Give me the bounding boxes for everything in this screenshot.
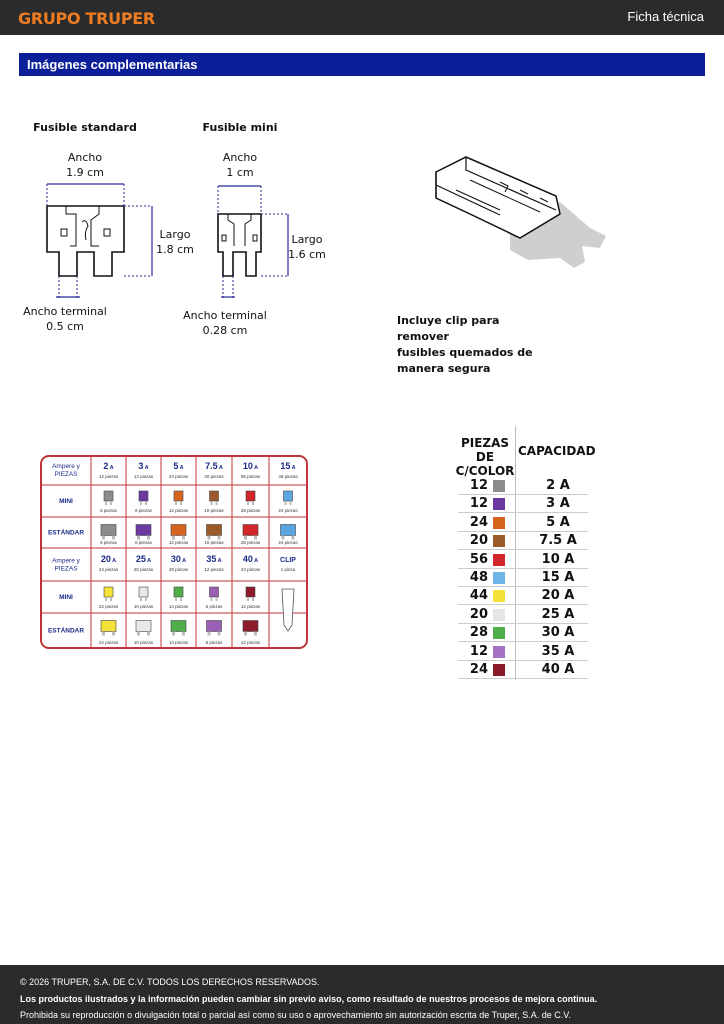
kit-clip-label: CLIP (280, 557, 296, 564)
kit-qty: 12 piezas (133, 474, 154, 479)
row-capacity: 3 A (546, 496, 570, 512)
kit-amp-value: 10 A (242, 461, 259, 471)
kit-mini-fuse (104, 587, 113, 597)
kit-mini-qty: 28 piezas (240, 508, 261, 513)
kit-standard-fuse (207, 525, 222, 536)
kit-standard-fuse (136, 621, 151, 632)
kit-standard-fuse-leg (137, 536, 140, 540)
kit-mini-qty: 10 piezas (133, 604, 154, 609)
kit-amp-value: 15 A (280, 461, 296, 471)
col-pieces-header: PIEZAS DE C/COLOR (455, 436, 515, 478)
kit-standard-qty: 6 piezas (100, 540, 117, 545)
kit-standard-fuse-leg (218, 632, 221, 636)
row-capacity: 5 A (546, 514, 570, 530)
kit-amp-value: 5 A (173, 461, 184, 471)
mini-terminal-label: Ancho terminal 0.28 cm (183, 309, 267, 337)
kit-standard-fuse-leg (182, 536, 185, 540)
kit-standard-fuse (243, 621, 258, 632)
kit-amp-value: 40 A (242, 554, 259, 564)
kit-amp-value: 25 A (135, 554, 152, 564)
row-pieces: 24 (469, 662, 488, 677)
kit-mini-fuse-leg (180, 501, 182, 505)
kit-standard-qty: 10 piezas (133, 640, 154, 645)
row-pieces: 48 (469, 570, 488, 585)
kit-mini-fuse (210, 587, 219, 597)
fuse-dimension-drawing (0, 0, 724, 420)
kit-mini-fuse-leg (211, 501, 213, 505)
kit-standard-fuse-leg (244, 632, 247, 636)
row-capacity: 15 A (541, 570, 575, 585)
row-capacity: 10 A (541, 551, 575, 567)
kit-standard-fuse-leg (147, 536, 150, 540)
color-row (458, 495, 588, 513)
kit-standard-qty: 12 piezas (168, 540, 189, 545)
kit-mini-fuse (284, 491, 293, 501)
color-row (458, 514, 588, 532)
kit-standard-qty: 28 piezas (240, 540, 261, 545)
color-swatch (493, 627, 505, 639)
kit-standard-fuse-leg (218, 536, 221, 540)
kit-qty: 20 piezas (204, 474, 224, 479)
kit-mini-qty: 12 piezas (240, 604, 261, 609)
color-swatch (493, 572, 505, 584)
doc-type-label: Ficha técnica (627, 9, 704, 24)
row-capacity: 20 A (541, 588, 575, 604)
kit-amp-value: 20 A (100, 554, 117, 564)
fuse-puller-clip-icon (436, 157, 606, 268)
kit-mini-fuse-leg (216, 597, 218, 601)
kit-standard-fuse-leg (112, 632, 115, 636)
row-capacity: 2 A (546, 478, 570, 493)
kit-standard-fuse-leg (137, 632, 140, 636)
color-row (458, 532, 588, 550)
color-row (458, 624, 588, 642)
kit-mini-fuse-leg (180, 597, 182, 601)
kit-mini-fuse-leg (110, 597, 112, 601)
kit-mini-fuse (246, 491, 255, 501)
kit-standard-fuse-leg (172, 632, 175, 636)
kit-mini-fuse-leg (247, 501, 249, 505)
row-pieces: 44 (469, 588, 488, 604)
row-capacity: 30 A (541, 625, 575, 641)
kit-standard-fuse-leg (147, 632, 150, 636)
kit-standard-fuse (281, 525, 296, 536)
color-row (458, 606, 588, 624)
standard-width-label: Ancho 1.9 cm (66, 151, 104, 179)
kit-mini-fuse (246, 587, 255, 597)
kit-standard-qty: 6 piezas (135, 540, 152, 545)
kit-mini-fuse-leg (175, 597, 177, 601)
color-row (458, 551, 588, 569)
col-capacity-header: CAPACIDAD (518, 444, 596, 458)
kit-standard-fuse-leg (254, 536, 257, 540)
kit-standard-qty: 22 piezas (98, 640, 119, 645)
kit-mini-qty: 22 piezas (98, 604, 119, 609)
kit-mini-fuse-leg (145, 501, 147, 505)
kit-standard-qty: 12 piezas (240, 640, 261, 645)
kit-mini-fuse-leg (211, 597, 213, 601)
kit-amp-value: 30 A (170, 554, 187, 564)
row-pieces: 56 (469, 551, 488, 567)
kit-mini-fuse (174, 587, 183, 597)
row-pieces: 20 (469, 533, 488, 549)
kit-mini-fuse-leg (145, 597, 147, 601)
kit-qty: 56 piezas (240, 474, 261, 479)
kit-mini-label: MINI (59, 498, 73, 505)
row-capacity: 35 A (541, 643, 575, 659)
kit-clip-qty: 1 pieza (280, 567, 296, 572)
mini-fuse-title: Fusible mini (202, 121, 278, 134)
kit-amp-value: 35 A (206, 554, 222, 564)
kit-standard-fuse (207, 621, 222, 632)
kit-standard-fuse-leg (182, 632, 185, 636)
color-swatch (493, 480, 505, 492)
kit-header-label: PIEZAS (54, 471, 78, 478)
kit-mini-label: MINI (59, 594, 73, 601)
kit-header-label: Ampere y (52, 463, 80, 470)
kit-standard-fuse-leg (208, 536, 211, 540)
kit-mini-qty: 10 piezas (204, 508, 224, 513)
kit-mini-fuse-leg (290, 501, 292, 505)
kit-mini-fuse (174, 491, 183, 501)
kit-standard-fuse-leg (112, 536, 115, 540)
kit-standard-fuse-leg (292, 536, 295, 540)
copyright-text: © 2026 TRUPER, S.A. DE C.V. TODOS LOS DERECHOS RESERVADOS. (20, 977, 320, 987)
notice-text: Los productos ilustrados y la información pueden cambiar sin previo aviso, como resultado de nuestros procesos de mejora continua. (20, 993, 598, 1004)
kit-mini-qty: 6 piezas (100, 508, 117, 513)
color-row (458, 587, 588, 605)
row-capacity: 7.5 A (539, 533, 577, 549)
kit-standard-fuse (101, 525, 116, 536)
kit-standard-label: ESTÁNDAR (47, 529, 85, 537)
fuse-kit-table (40, 455, 310, 651)
brand-logo: GRUPO TRUPER (18, 9, 155, 28)
color-swatch (493, 646, 505, 658)
kit-standard-fuse-leg (208, 632, 211, 636)
mini-width-label: Ancho 1 cm (222, 151, 258, 179)
kit-mini-fuse-leg (105, 501, 107, 505)
kit-qty: 12 piezas (98, 474, 119, 479)
kit-standard-qty: 14 piezas (168, 640, 189, 645)
row-pieces: 12 (469, 478, 488, 493)
standard-fuse-title: Fusible standard (33, 121, 137, 134)
kit-standard-fuse (101, 621, 116, 632)
kit-mini-fuse-leg (110, 501, 112, 505)
kit-amp-value: 7.5 A (205, 461, 223, 471)
kit-standard-qty: 24 piezas (278, 540, 298, 545)
color-row (458, 569, 588, 587)
kit-mini-fuse-leg (252, 597, 254, 601)
kit-mini-fuse-leg (105, 597, 107, 601)
kit-mini-qty: 24 piezas (278, 508, 298, 513)
footer (0, 965, 724, 1024)
kit-qty: 12 piezas (204, 567, 224, 572)
kit-mini-qty: 6 piezas (205, 604, 223, 609)
kit-mini-fuse-leg (216, 501, 218, 505)
color-row (458, 661, 588, 679)
kit-standard-fuse-leg (102, 536, 105, 540)
row-capacity: 25 A (541, 606, 575, 622)
clip-caption: Incluye clip para remover fusibles quemados de manera segura (397, 314, 533, 375)
kit-amp-value: 2 A (103, 461, 114, 471)
kit-header-label: Ampere y (52, 557, 80, 565)
mini-length-label: Largo 1.6 cm (288, 233, 326, 261)
color-swatch (493, 590, 505, 602)
row-pieces: 20 (469, 606, 488, 622)
standard-length-label: Largo 1.8 cm (156, 228, 194, 256)
kit-standard-fuse (171, 525, 186, 536)
kit-clip-icon (282, 589, 294, 631)
kit-mini-fuse-leg (175, 501, 177, 505)
row-capacity: 40 A (541, 662, 575, 677)
kit-header-label: PIEZAS (54, 565, 78, 573)
kit-qty: 20 piezas (133, 567, 154, 572)
kit-standard-fuse-leg (282, 536, 285, 540)
color-swatch (493, 554, 505, 566)
row-pieces: 24 (469, 514, 488, 530)
color-swatch (493, 609, 505, 621)
kit-mini-qty: 6 piezas (135, 508, 152, 513)
section-title: Imágenes complementarias (19, 53, 705, 76)
kit-mini-fuse (104, 491, 113, 501)
kit-mini-fuse (139, 587, 148, 597)
kit-standard-label: ESTÁNDAR (47, 627, 85, 635)
kit-mini-fuse-leg (140, 501, 142, 505)
kit-standard-fuse-leg (102, 632, 105, 636)
kit-mini-qty: 14 piezas (168, 604, 189, 609)
kit-mini-fuse-leg (140, 597, 142, 601)
color-swatch (493, 498, 505, 510)
kit-standard-fuse (171, 621, 186, 632)
kit-mini-fuse-leg (285, 501, 287, 505)
kit-standard-qty: 10 piezas (204, 540, 224, 545)
row-pieces: 12 (469, 496, 488, 512)
color-swatch (493, 664, 505, 676)
kit-mini-fuse-leg (252, 501, 254, 505)
standard-terminal-label: Ancho terminal 0.5 cm (23, 305, 107, 333)
kit-qty: 24 piezas (168, 474, 189, 479)
kit-mini-fuse (139, 491, 148, 501)
kit-qty: 48 piezas (278, 474, 298, 479)
row-pieces: 28 (469, 625, 488, 641)
prohibition-text: Prohibida su reproducción o divulgación total o parcial así como su uso o aprovechamiento sin autorización escrita de Truper, S.A. de C.V. (20, 1010, 571, 1020)
kit-qty: 28 piezas (168, 567, 189, 572)
kit-mini-fuse-leg (247, 597, 249, 601)
color-row (458, 477, 588, 495)
color-swatch (493, 535, 505, 547)
kit-mini-qty: 12 piezas (168, 508, 189, 513)
kit-qty: 44 piezas (98, 567, 119, 572)
kit-standard-fuse-leg (254, 632, 257, 636)
kit-amp-value: 3 A (138, 461, 149, 471)
color-row (458, 643, 588, 661)
kit-standard-qty: 6 piezas (205, 640, 223, 645)
row-pieces: 12 (469, 643, 488, 659)
kit-standard-fuse (243, 525, 258, 536)
kit-standard-fuse-leg (172, 536, 175, 540)
kit-standard-fuse (136, 525, 151, 536)
kit-mini-fuse (210, 491, 219, 501)
kit-qty: 24 piezas (240, 567, 261, 572)
kit-standard-fuse-leg (244, 536, 247, 540)
color-swatch (493, 517, 505, 529)
